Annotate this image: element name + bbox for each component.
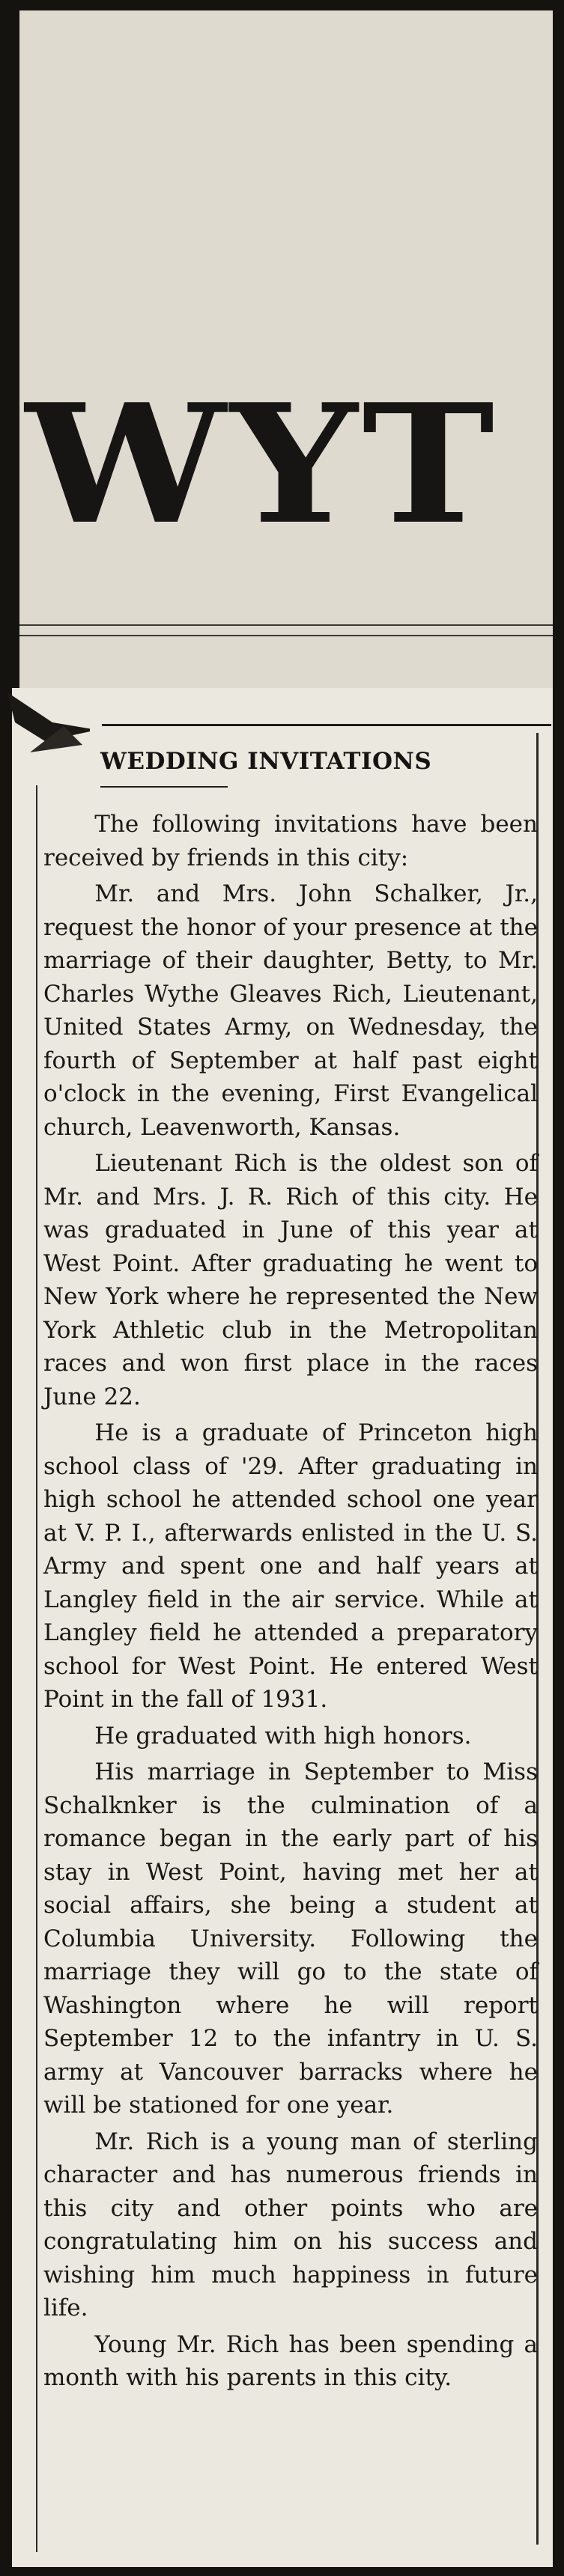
masthead-rule-top xyxy=(19,624,553,626)
paragraph-honors: He graduated with high honors. xyxy=(94,1722,472,1750)
headline-underline xyxy=(100,786,228,788)
article-column xyxy=(12,688,553,2567)
paper-tear-mark xyxy=(0,678,90,767)
masthead-strip xyxy=(19,10,553,688)
paragraph-character: Mr. Rich is a young man of sterling character and has numerous friends in this city and other points who are congratulating him on his success and wishing him much happiness in future life. xyxy=(43,2128,538,2321)
paragraph-invitation-text: Mr. and Mrs. John Schalker, Jr., request the honor of your presence at the marriage of their daughter, Betty, to Mr. Charles Wythe Gleaves Rich, Lieutenant, United States Army, on Wednesday, the fourth of September at half past eight o'clock in the evening, First Evangelical church, Leavenworth, Kansas. xyxy=(43,880,538,1141)
paragraph-invitations-received: The following invitations have been received by friends in this city: xyxy=(43,811,538,871)
paragraph-education: He is a graduate of Princeton high school class of '29. After graduating in high school he attended school one year at V. P. I., afterwards enlisted in the U. S. Army and spent one and half years at Langley field in the air service. While at Langley field he attended a preparatory school for West Point. He entered West Point in the fall of 1931. xyxy=(43,1419,538,1713)
paragraph-marriage: His marriage in September to Miss Schalknker is the culmination of a romance began in the early part of his stay in West Point, having met her at social affairs, she being a student at Columbia University. Following the marriage they will go to the state of Washington where he will report September 12 to the infantry in U. S. army at Vancouver barracks where he will be stationed for one year. xyxy=(43,1759,538,2119)
paragraph-visit: Young Mr. Rich has been spending a month with his parents in this city. xyxy=(43,2330,538,2391)
masthead-rule-bottom xyxy=(19,635,553,636)
article-body xyxy=(43,808,538,2398)
column-left-rule xyxy=(36,785,37,2552)
column-top-rule xyxy=(102,724,551,726)
article-headline: WEDDING INVITATIONS xyxy=(100,748,432,775)
masthead-fragment: WYT xyxy=(25,368,500,561)
paragraph-lieutenant-rich: Lieutenant Rich is the oldest son of Mr. and Mrs. J. R. Rich of this city. He was graduated in June of this year at West Point. After graduating he went to New York where he represented the New York Athletic club in the Metropolitan races and won first place in the races June 22. xyxy=(43,1150,538,1410)
